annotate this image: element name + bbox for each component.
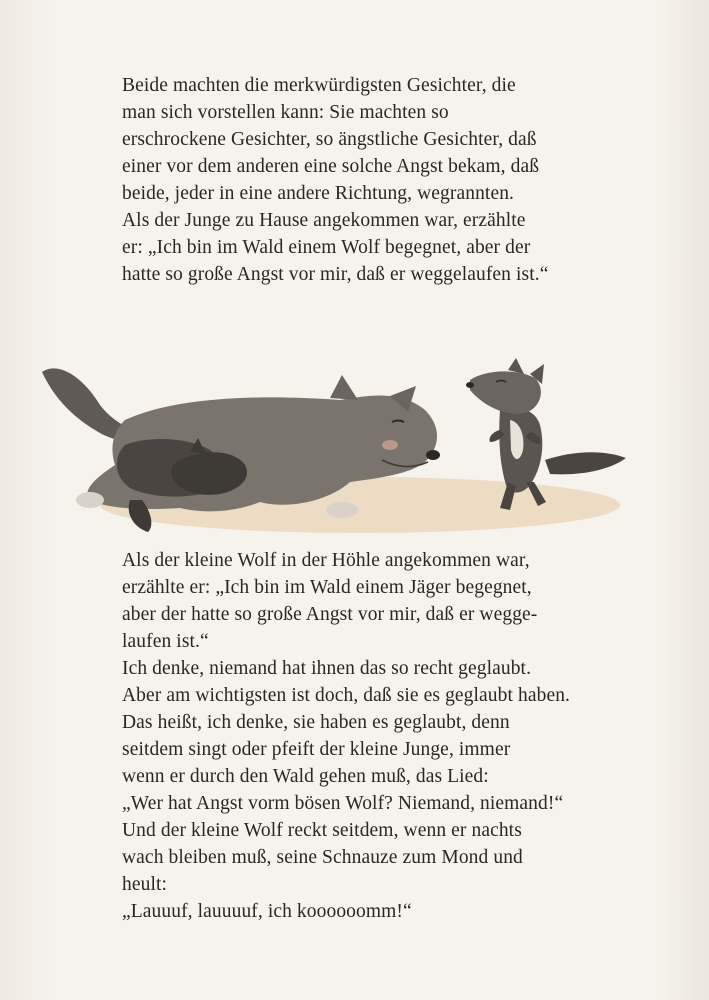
text-block-top: [122, 72, 642, 288]
text-line: laufen ist.“: [122, 631, 209, 652]
text-line: Das heißt, ich denke, sie haben es geglaubt, denn: [122, 712, 510, 733]
little-wolf-tail: [545, 452, 626, 474]
text-line: erschrockene Gesichter, so ängstliche Gesichter, daß: [122, 129, 537, 150]
text-line: seitdem singt oder pfeift der kleine Junge, immer: [122, 739, 511, 760]
mother-wolf-nose: [426, 450, 440, 460]
text-line: beide, jeder in eine andere Richtung, wegrannten.: [122, 183, 515, 204]
little-wolf-nose: [466, 382, 474, 388]
text-line: Ich denke, niemand hat ihnen das so recht geglaubt.: [122, 658, 532, 679]
text-line: man sich vorstellen kann: Sie machten so: [122, 102, 449, 123]
mother-wolf-paw: [326, 502, 358, 518]
text-line: Als der kleine Wolf in der Höhle angekommen war,: [122, 550, 530, 571]
text-line: aber der hatte so große Angst vor mir, daß er wegge-: [122, 604, 538, 625]
text-line: erzählte er: „Ich bin im Wald einem Jäger begegnet,: [122, 577, 532, 598]
little-wolf-head: [470, 371, 541, 413]
text-line: Und der kleine Wolf reckt seitdem, wenn er nachts: [122, 820, 522, 841]
text-block-bottom: [122, 547, 642, 925]
text-line: er: „Ich bin im Wald einem Wolf begegnet, aber der: [122, 237, 531, 258]
text-line: „Wer hat Angst vorm bösen Wolf? Niemand, niemand!“: [122, 793, 564, 814]
mother-wolf-paw-2: [76, 492, 104, 508]
text-line: wach bleiben muß, seine Schnauze zum Mond und: [122, 847, 523, 868]
text-line: wenn er durch den Wald gehen muß, das Lied:: [122, 766, 489, 787]
mother-wolf-cheek: [382, 440, 398, 450]
wolf-family-illustration: [30, 350, 640, 540]
text-line: heult:: [122, 874, 168, 895]
mother-wolf-ear: [330, 375, 358, 400]
text-line: hatte so große Angst vor mir, daß er weggelaufen ist.“: [122, 264, 549, 285]
text-line: Aber am wichtigsten ist doch, daß sie es geglaubt haben.: [122, 685, 571, 706]
text-line: Als der Junge zu Hause angekommen war, erzählte: [122, 210, 526, 231]
text-line: einer vor dem anderen eine solche Angst bekam, daß: [122, 156, 540, 177]
text-line: Beide machten die merkwürdigsten Gesichter, die: [122, 75, 516, 96]
little-wolf-ear: [508, 358, 524, 374]
text-line: „Lauuuf, lauuuuf, ich koooooomm!“: [122, 901, 412, 922]
